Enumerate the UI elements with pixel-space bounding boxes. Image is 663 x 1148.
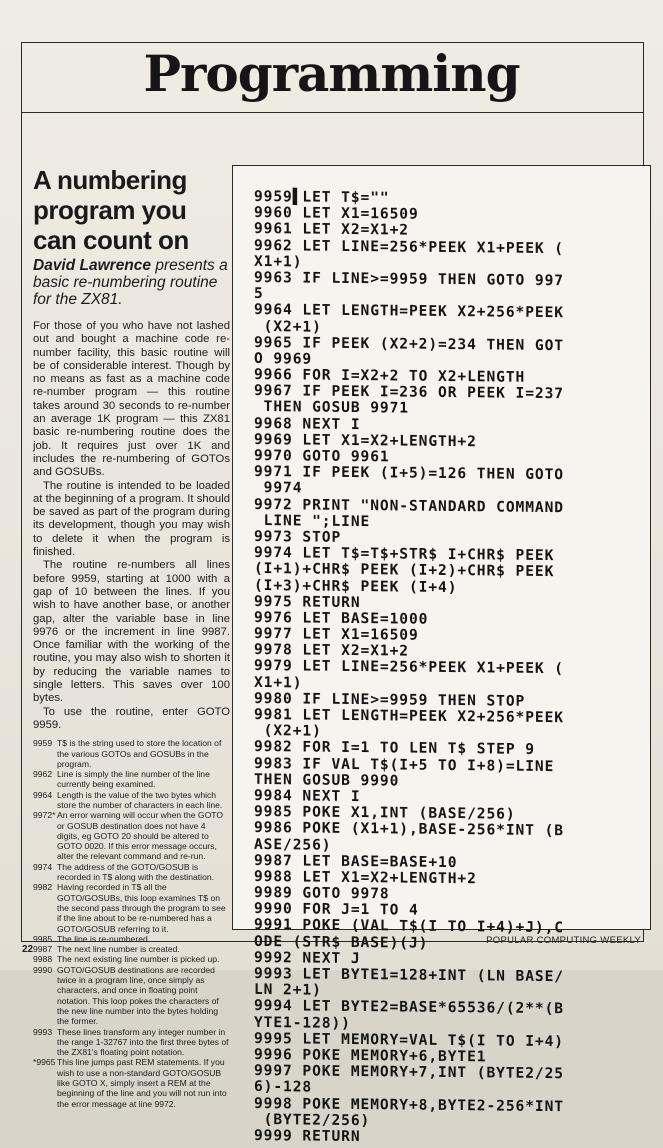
listing-line: X1+1) <box>254 673 303 692</box>
line-note <box>33 1057 230 1108</box>
note-text: T$ is the string used to store the location of the various GOTOs and GOSUBs in the program. <box>57 738 222 769</box>
listing-line: ODE (STR$ BASE)(J) <box>254 932 429 952</box>
listing-line: 9990 FOR J=1 TO 4 <box>254 900 419 919</box>
listing-line: 9960 LET X1=16509 <box>254 204 419 223</box>
line-note <box>33 769 230 790</box>
line-note <box>33 862 230 883</box>
paragraph: The routine is intended to be loaded at the beginning of a program. It should be saved as part of the program during its development, though you may wish to delete it when the program is finished. <box>33 479 230 559</box>
line-note <box>33 810 230 861</box>
note-text: The line is re-numbered. <box>57 933 151 944</box>
note-line-number: 9985 <box>33 933 53 944</box>
listing-line: 9991 POKE (VAL T$(I TO I+4)+J),C <box>254 916 564 937</box>
listing-line: 9985 POKE X1,INT (BASE/256) <box>254 803 516 823</box>
listing-line: X1+1) <box>254 252 303 271</box>
line-note <box>33 965 230 1027</box>
listing-line: 9979 LET LINE=256*PEEK X1+PEEK ( <box>254 657 564 678</box>
page-title: Programming <box>143 44 520 103</box>
listing-line: 9974 LET T$=T$+STR$ I+CHR$ PEEK <box>254 544 555 565</box>
listing-line: 9988 LET X1=X2+LENGTH+2 <box>254 867 477 888</box>
listing-line: (X2+1) <box>254 317 322 336</box>
listing-line: 9994 LET BYTE2=BASE*65536/(2**(B <box>254 997 564 1018</box>
listing-line: 9998 POKE MEMORY+8,BYTE2-256*INT <box>254 1094 564 1115</box>
note-text: Length is the value of the two bytes which store the number of characters in each line. <box>57 789 223 810</box>
listing-line: 9999 RETURN <box>254 1126 361 1145</box>
line-note <box>33 934 230 944</box>
listing-line: LINE ";LINE <box>254 511 371 530</box>
listing-line: 9959▌LET T$="" <box>254 187 390 207</box>
listing-line: (BYTE2/256) <box>254 1110 371 1129</box>
listing-line: 9987 LET BASE=BASE+10 <box>254 851 458 871</box>
article-body <box>33 320 230 732</box>
listing-line: 9983 IF VAL T$(I+5 TO I+8)=LINE <box>254 754 555 775</box>
intro-text: presents a basic re-numbering routine for the ZX81. <box>33 257 228 308</box>
note-line-number: 9987 <box>33 944 53 955</box>
listing-line: 9984 NEXT I <box>254 786 361 805</box>
publication-footer: POPULAR COMPUTING WEEKLY <box>486 935 641 946</box>
listing-line: 9973 STOP <box>254 527 342 546</box>
listing-line: YTE1-128)) <box>254 1013 351 1032</box>
listing-line: 9970 GOTO 9961 <box>254 446 390 466</box>
listing-line: 9962 LET LINE=256*PEEK X1+PEEK ( <box>254 236 564 257</box>
note-text: The address of the GOTO/GOSUB is recorded in T$ along with the destination. <box>57 861 215 883</box>
note-text: This line jumps past REM statements. If you wish to use a non-standard GOTO/GOSUB like GOTO X, simply insert a REM at the beginning of the line and you will not run into the error message at line 9972. <box>57 1057 227 1109</box>
listing-line: 9993 LET BYTE1=128+INT (LN BASE/ <box>254 964 564 986</box>
note-text: These lines transform any integer number in the range 1-32767 into the first three bytes of the ZX81's floating point notation. <box>57 1026 229 1058</box>
listing-line: 9978 LET X2=X1+2 <box>254 641 409 660</box>
listing-line: 9974 <box>254 479 303 497</box>
note-line-number: 9959 <box>33 738 53 749</box>
article-headline: A numbering program you can count on <box>33 165 189 255</box>
line-note <box>33 944 230 954</box>
line-notes <box>33 738 230 1109</box>
listing-line: 9997 POKE MEMORY+7,INT (BYTE2/25 <box>254 1062 564 1083</box>
note-line-number: *9965 <box>33 1057 56 1068</box>
listing-line: 9982 FOR I=1 TO LEN T$ STEP 9 <box>254 738 535 759</box>
listing-line: 9963 IF LINE>=9959 THEN GOTO 997 <box>254 268 564 290</box>
program-listing <box>254 189 649 1148</box>
listing-line: 9989 GOTO 9978 <box>254 883 390 903</box>
note-line-number: 9993 <box>33 1026 53 1037</box>
page-number: 22 <box>22 944 34 955</box>
note-line-number: 9964 <box>33 789 53 800</box>
note-line-number: 9962 <box>33 769 53 780</box>
listing-line: 9992 NEXT J <box>254 948 361 967</box>
line-note <box>33 790 230 811</box>
listing-line: THEN GOSUB 9990 <box>254 770 400 790</box>
listing-line: 9967 IF PEEK I=236 OR PEEK I=237 <box>254 382 564 403</box>
listing-line: 9969 LET X1=X2+LENGTH+2 <box>254 430 477 451</box>
note-text: GOTO/GOSUB destinations are recorded twice in a program line, once simply as characters, and once in floating point notation. This loop pokes the characters of the new line number into the bytes holding the former. <box>57 964 219 1027</box>
listing-line: 9980 IF LINE>=9959 THEN STOP <box>254 689 526 710</box>
listing-line: ASE/256) <box>254 835 332 854</box>
listing-line: THEN GOSUB 9971 <box>254 398 409 417</box>
listing-line: (I+3)+CHR$ PEEK (I+4) <box>254 576 458 596</box>
listing-line: 5 <box>254 285 264 303</box>
line-note <box>33 882 230 933</box>
listing-line: 9975 RETURN <box>254 592 361 611</box>
listing-line: 9995 LET MEMORY=VAL T$(I TO I+4) <box>254 1029 564 1050</box>
note-line-number: 9988 <box>33 954 53 965</box>
note-line-number: 9982 <box>33 882 53 893</box>
note-line-number: 9990 <box>33 964 53 975</box>
listing-line: 9986 POKE (X1+1),BASE-256*INT (B <box>254 819 564 840</box>
article-column <box>33 165 230 1109</box>
listing-line: 6)-128 <box>254 1078 313 1096</box>
line-note <box>33 738 230 769</box>
note-text: Having recorded in T$ all the GOTO/GOSUBs, this loop examines T$ on the second pass through the program to see if the line about to be re-numbered has a GOTO/GOSUB referring to it. <box>57 882 226 934</box>
line-note <box>33 1027 230 1058</box>
listing-line: 9961 LET X2=X1+2 <box>254 220 409 239</box>
listing-line: 9996 POKE MEMORY+6,BYTE1 <box>254 1045 487 1066</box>
listing-line: 9976 LET BASE=1000 <box>254 608 429 628</box>
listing-line: (I+1)+CHR$ PEEK (I+2)+CHR$ PEEK <box>254 560 555 581</box>
listing-line: 9968 NEXT I <box>254 414 361 433</box>
paragraph: For those of you who have not lashed out and bought a machine code re-number facility, this basic routine will be of considerable interest. Though by no means as fast as a machine code re-number program — this routine takes around 30 seconds to re-number an average 1K program — this ZX81 basic re-numbering routine does the job. It requires just over 1K and includes the re-numbering of GOTOs and GOSUBs. <box>33 320 230 479</box>
listing-line: 9971 IF PEEK (I+5)=126 THEN GOTO <box>254 463 564 484</box>
listing-line: 9981 LET LENGTH=PEEK X2+256*PEEK <box>254 705 564 727</box>
title-rule <box>21 112 644 113</box>
listing-line: (X2+1) <box>254 722 322 740</box>
note-text: The next existing line number is picked up. <box>57 954 220 965</box>
author-name: David Lawrence <box>33 257 152 274</box>
listing-line: LN 2+1) <box>254 981 322 999</box>
listing-line: O 9969 <box>254 349 313 368</box>
listing-line: 9966 FOR I=X2+2 TO X2+LENGTH <box>254 365 526 386</box>
line-note <box>33 954 230 964</box>
note-line-number: 9974 <box>33 861 53 872</box>
note-line-number: 9972* <box>33 810 56 821</box>
listing-line: 9964 LET LENGTH=PEEK X2+256*PEEK <box>254 301 564 322</box>
note-text: Line is simply the line number of the line currently being examined. <box>57 769 210 790</box>
listing-line: 9972 PRINT "NON-STANDARD COMMAND <box>254 495 564 516</box>
note-text: An error warning will occur when the GOTO or GOSUB destination does not have 4 digits, eg GOTO 20 should be altered to GOTO 0020. If this error message occurs, alter the relevant command and re-run. <box>57 810 224 862</box>
paragraph: The routine re-numbers all lines before 9959, starting at 1000 with a gap of 10 between the lines. If you wish to have another base, or another gap, alter the variable base in line 9976 or the increment in line 9987. Once familiar with the working of the routine, you may also wish to shorten it by reducing the variable names to single letters. This saves over 100 bytes. <box>33 559 230 705</box>
listing-line: 9977 LET X1=16509 <box>254 624 419 644</box>
listing-line: 9965 IF PEEK (X2+2)=234 THEN GOT <box>254 333 564 354</box>
note-text: The next line number is created. <box>57 944 180 955</box>
paragraph: To use the routine, enter GOTO 9959. <box>33 705 230 731</box>
article-intro <box>33 257 230 308</box>
